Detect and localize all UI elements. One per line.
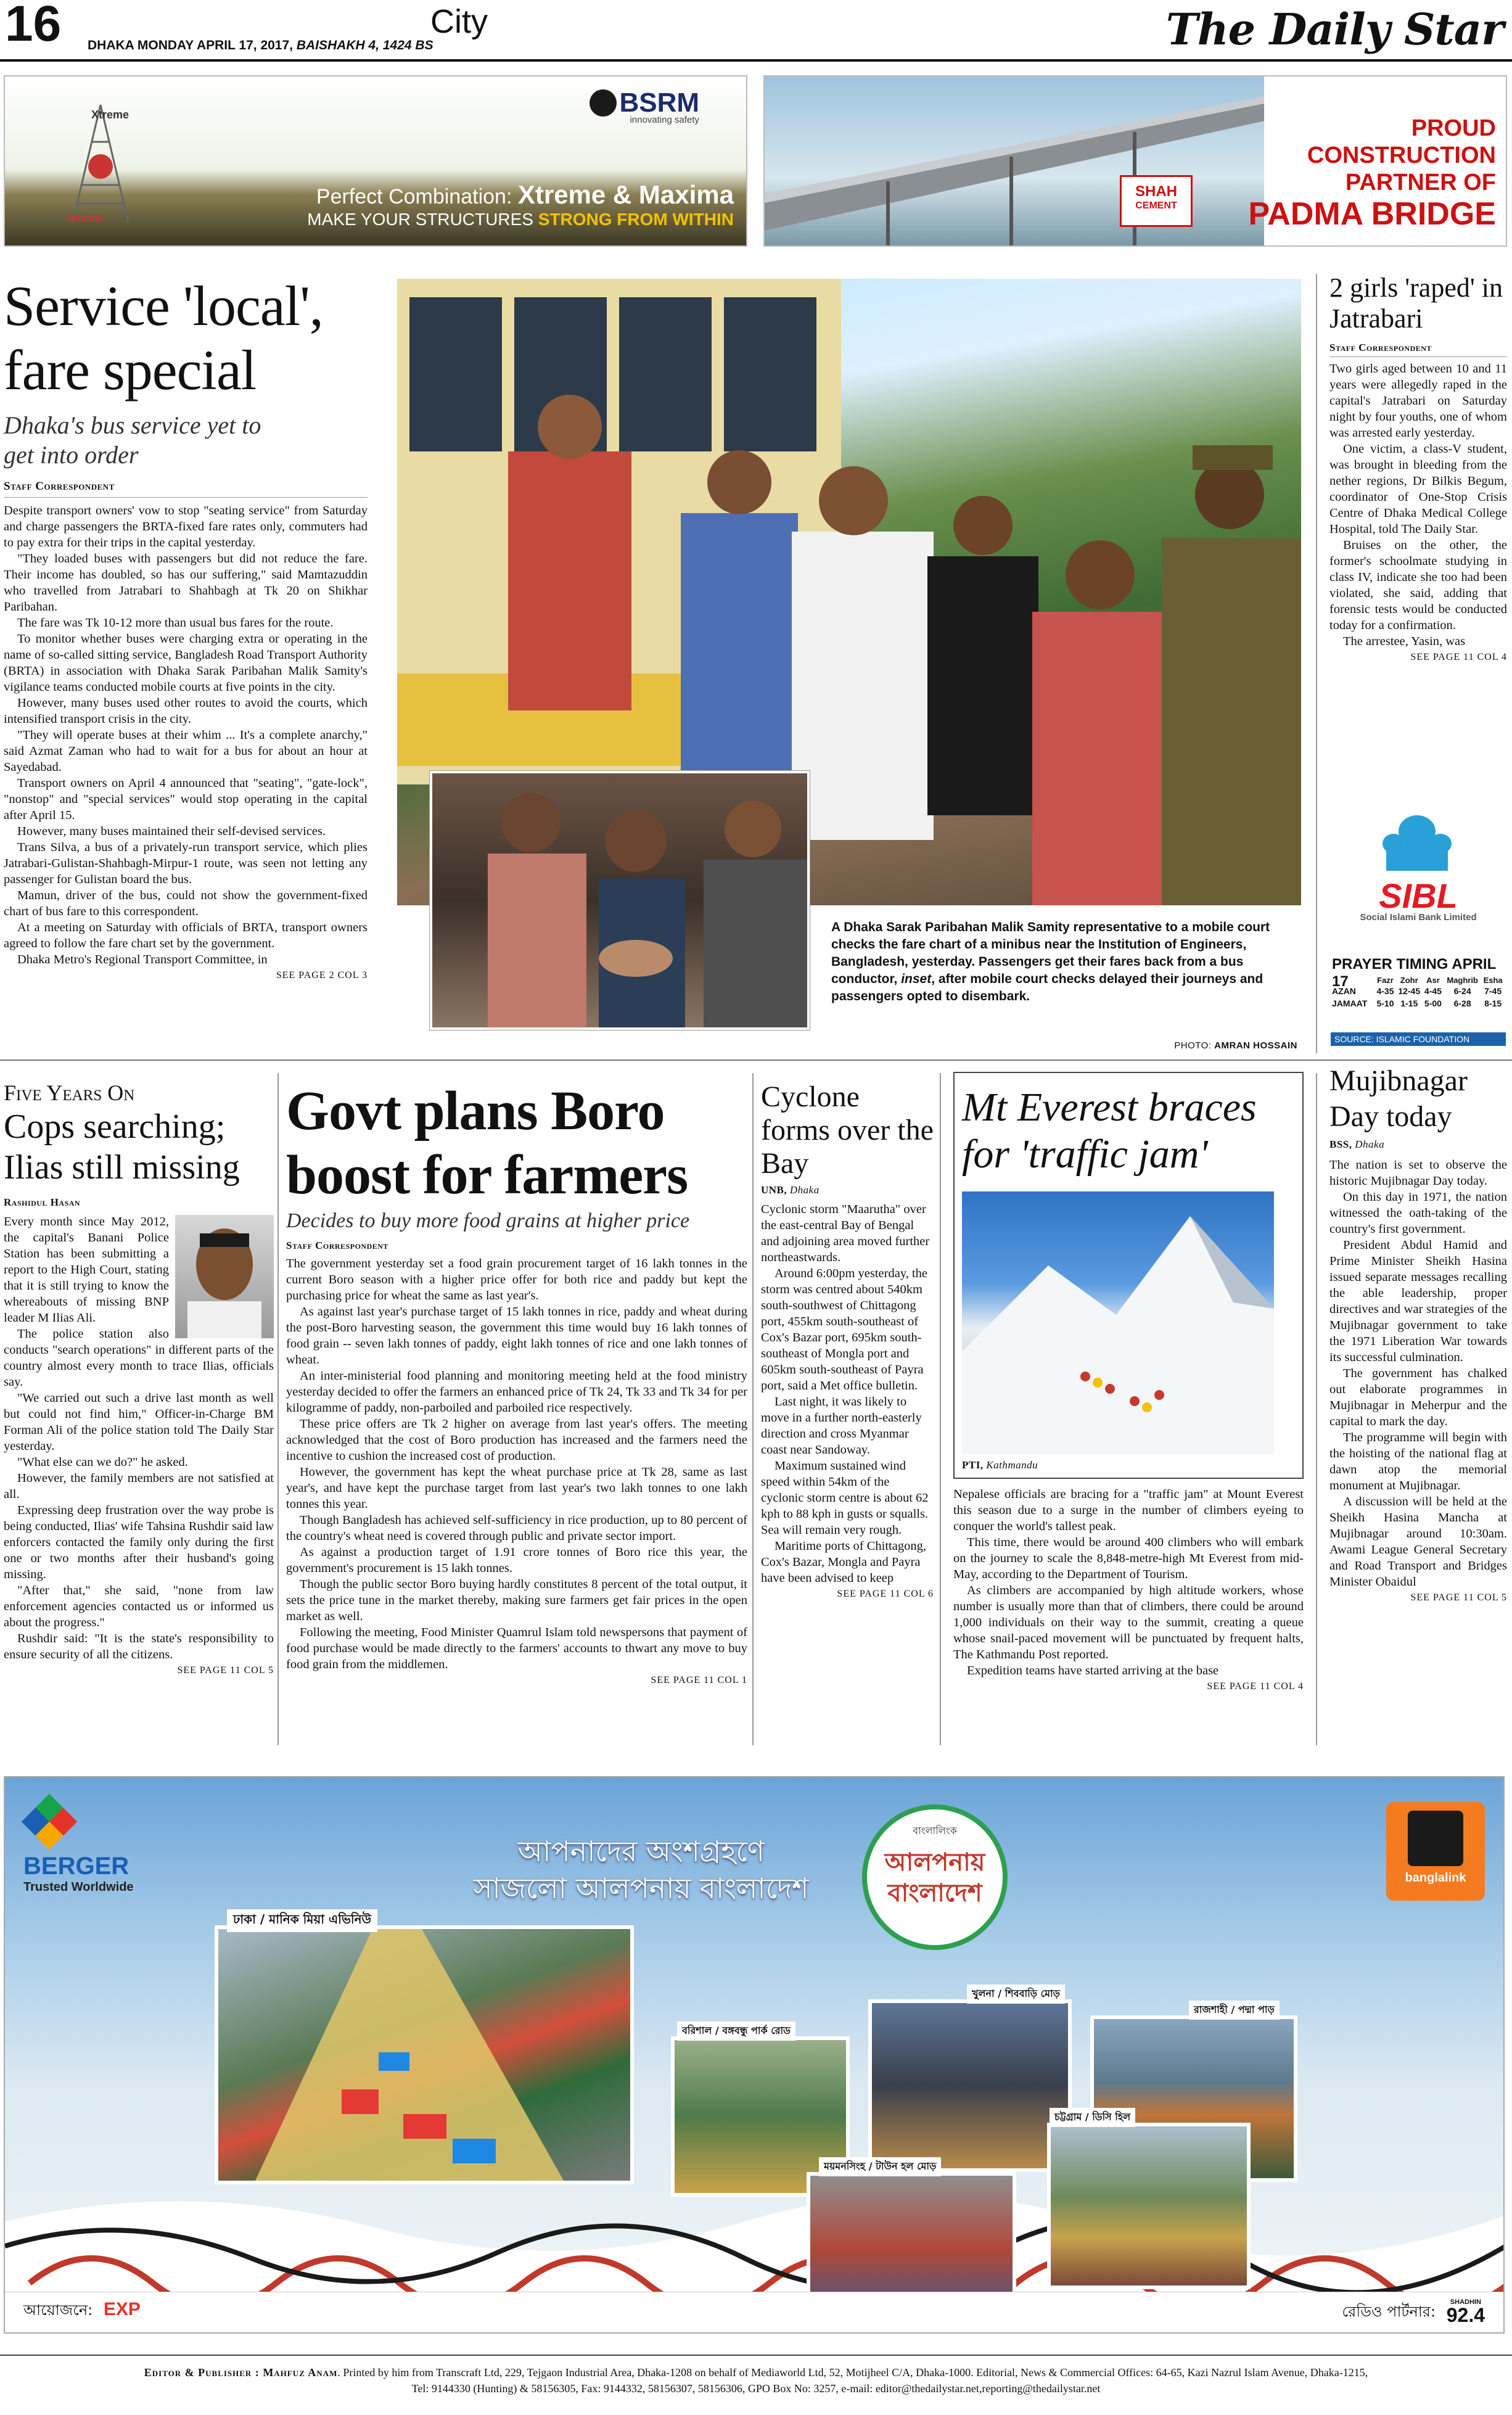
lead-body <box>4 503 368 968</box>
jatrabari-byline: Staff Correspondent <box>1329 342 1432 353</box>
paragraph: Though the public sector Boro buying hardly constitutes 8 percent of the total output, it sets the price tune in the market thereby, making sure farmers get fair prices in the open market as well. <box>286 1578 747 1623</box>
paragraph: As against a production target of 1.91 crore tonnes of Boro rice this year, the government's procurement is 15 lakh tonnes. <box>286 1545 747 1575</box>
chattogram-photo <box>1047 2123 1251 2289</box>
bsrm-logo: BSRM innovating safety <box>590 88 699 125</box>
boro-see-page: SEE PAGE 11 COL 1 <box>651 1675 747 1685</box>
prayer-cell: 7-45 <box>1484 986 1502 996</box>
prayer-header-cell: Zohr <box>1400 976 1418 985</box>
prayer-header-cell: Maghrib <box>1447 976 1478 985</box>
jatrabari-headline: 2 girls 'raped' in Jatrabari <box>1329 273 1503 334</box>
prayer-cell: 4-35 <box>1376 986 1394 996</box>
paragraph: Maritime ports of Chittagong, Cox's Bazar, Mongla and Payra have been advised to keep <box>761 1539 926 1585</box>
ilias-byline: Rashidul Hasan <box>4 1196 81 1208</box>
prayer-cell: 6-28 <box>1453 998 1471 1008</box>
paragraph: "They will operate buses at their whim ... It's a complete anarchy," said Azmat Zaman who had to wait for a bus for about an hour at Sayedabad. <box>4 728 368 774</box>
banglalink-logo: banglalink <box>1386 1802 1485 1901</box>
ilias-see-page: SEE PAGE 11 COL 5 <box>177 1665 274 1676</box>
col-rule-3 <box>752 1073 754 1745</box>
paragraph: The fare was Tk 10-12 more than usual bus fares for the route. <box>17 616 334 630</box>
col-rule-4 <box>940 1073 941 1745</box>
prayer-table <box>1332 976 1505 1010</box>
label-khulna: খুলনা / শিববাড়ি মোড় <box>967 1985 1065 2004</box>
cyclone-headline: Cyclone forms over the Bay <box>761 1080 934 1180</box>
ilias-portrait <box>175 1215 274 1338</box>
everest-photo <box>962 1191 1274 1454</box>
row-rule-1 <box>0 1059 1512 1061</box>
everest-headline-box <box>953 1072 1304 1479</box>
paragraph: However, the government has kept the wheat purchase price at Tk 28, same as last year's, and have kept the purchase target from last year's two lakh tonnes to one lakh tonnes this year. <box>286 1465 747 1511</box>
paragraph: Every month since May 2012, the capital's Banani Police Station has been submitting a report to the High Court, stating that it is still trying to know the whereabouts of missing BNP leader M Ilias Ali. <box>4 1215 169 1325</box>
paragraph: The police station also conducts "search operations" in different parts of the country almost every month to trace Ilias, officials say. <box>4 1327 274 1389</box>
paragraph: The arrestee, Yasin, was <box>1343 635 1466 648</box>
lead-photo-caption: A Dhaka Sarak Paribahan Malik Samity representative to a mobile court checks the fare chart of a minibus near the Institution of Engineers, Bangladesh, yesterday. Passengers get their fares back from a bus conductor, inset, after mobile court checks delayed their journeys and passengers opted to disembark. <box>831 920 1270 1003</box>
inset-photo <box>430 771 810 1030</box>
boro-story <box>286 1079 747 1686</box>
lead-subhead: Dhaka's bus service yet to get into order <box>4 411 261 469</box>
radio-partner: রেডিও পার্টনার: SHADHIN 92.4 <box>1342 2298 1485 2326</box>
xtreme-label: Xtreme <box>91 109 129 121</box>
lead-story <box>4 274 368 981</box>
paragraph: The programme will begin with the hoisting of the national flag at dawn atop the memorial monument at Mujibnagar. <box>1329 1431 1507 1492</box>
prayer-cell: 5-00 <box>1424 998 1442 1008</box>
prayer-cell: JAMAAT <box>1332 998 1368 1008</box>
mujibnagar-see-page: SEE PAGE 11 COL 5 <box>1410 1592 1507 1603</box>
col-rule-2 <box>277 1073 279 1745</box>
paragraph: "They loaded buses with passengers but did not reduce the fare. Their income has doubled, so has our suffering," said Mamtazuddin who travelled from Jatrabari to Shahbagh at Tk 20 on Shikhar Paribahan. <box>4 552 368 614</box>
mujibnagar-story <box>1329 1063 1507 1603</box>
paragraph: The government yesterday set a food grain procurement target of 16 lakh tonnes in the current Boro season with a higher price offer for both rice and paddy but kept the purchasing price for wheat the same as last year's. <box>286 1257 747 1302</box>
paragraph: Last night, it was likely to move in a further north-easterly direction and cross Myanmar coast near Sandoway. <box>761 1395 922 1457</box>
paragraph: Following the meeting, Food Minister Quamrul Islam told newspersons that payment of food purchase would be made directly to the farmers' accounts to thwart any move to buy food grain from the middlemen. <box>286 1626 747 1671</box>
bsrm-icon <box>590 89 617 117</box>
prayer-source: SOURCE: ISLAMIC FOUNDATION <box>1331 1032 1506 1046</box>
label-rajshahi: রাজশাহী / পদ্মা পাড় <box>1189 2001 1280 2020</box>
berger-logo: BERGER Trusted Worldwide <box>23 1802 134 1895</box>
sibl-ad <box>1329 802 1507 1051</box>
label-dhaka: ঢাকা / মানিক মিয়া এভিনিউ <box>227 1909 377 1932</box>
lead-headline: Service 'local', fare special <box>4 274 323 401</box>
prayer-cell: 4-45 <box>1424 986 1442 996</box>
paragraph: Expedition teams have started arriving at the base <box>967 1664 1219 1677</box>
paragraph: Mamun, driver of the bus, could not show the government-fixed chart of bus fare to this correspondent. <box>4 889 368 918</box>
mosque-icon <box>1380 807 1454 874</box>
paragraph: Expressing deep frustration over the way probe is being conducted, Ilias' wife Tahsina Rushdir said law enforcers contacted the family only during the first one or two months after their husband's going missing. <box>4 1504 274 1581</box>
section-title: City <box>430 3 488 40</box>
prayer-cell: 8-15 <box>1484 998 1502 1008</box>
paragraph: Around 6:00pm yesterday, the storm was centred about 540km south-southwest of Chittagong port, 455km south-southeast of Cox's Bazar port, 695km south-southeast of Mongla port and 605km south-southeast of Payra port, said a Met office bulletin. <box>761 1267 928 1393</box>
paragraph: "We carried out such a drive last month as well but could not find him," Officer-in-Charge BM Forman Ali of the police station told The Daily Star yesterday. <box>4 1391 274 1453</box>
prayer-header-cell <box>1332 976 1375 985</box>
lead-see-page: SEE PAGE 2 COL 3 <box>276 970 368 981</box>
label-chattogram: চট্টগ্রাম / ডিসি হিল <box>1050 2108 1135 2127</box>
ad-bottom-strip <box>5 2292 1505 2332</box>
prayer-row <box>1332 997 1505 1010</box>
mujibnagar-body <box>1329 1157 1507 1590</box>
paragraph: However, many buses used other routes to avoid the courts, which intensified transport crisis in the city. <box>4 696 368 726</box>
cyclone-see-page: SEE PAGE 11 COL 6 <box>837 1589 934 1599</box>
prayer-cell: 1-15 <box>1400 998 1418 1008</box>
ilias-headline: Cops searching; Ilias still missing <box>4 1108 240 1187</box>
col-rule-5 <box>1316 1073 1317 1745</box>
paragraph: Trans Silva, a bus of a privately-run transport service, which plies Jatrabari-Gulistan-Shahbagh-Mirpur-1 route, was seen not letting any passenger for Gulistan board the bus. <box>4 841 368 886</box>
everest-story <box>953 1072 1304 1692</box>
paragraph: Two girls aged between 10 and 11 years were allegedly raped in the capital's Jatrabari on Saturday night by four youths, one of whom was arrested early yesterday. <box>1329 362 1507 440</box>
boro-headline: Govt plans Boro boost for farmers <box>286 1080 688 1206</box>
prayer-header-cell: Esha <box>1483 976 1503 985</box>
prayer-row <box>1332 985 1505 997</box>
jatrabari-body <box>1329 361 1507 649</box>
paragraph: These price offers are Tk 2 higher on average from last year's offers. The meeting acknowledged that the cost of Boro production has increased and the farmers need the incentive to cushion the increased cost of production. <box>286 1417 747 1463</box>
everest-headline: Mt Everest braces for 'traffic jam' <box>962 1085 1257 1177</box>
paragraph: Despite transport owners' vow to stop "seating service" from Saturday and charge passengers the BRTA-fixed fare rates only, commuters had to pay extra for their trips in the capital yesterday. <box>4 504 368 549</box>
bsrm-ad <box>4 75 747 247</box>
lead-byline-rule <box>4 497 368 498</box>
prayer-cell: 5-10 <box>1376 998 1394 1008</box>
berger-icon <box>22 1794 78 1850</box>
bridge-graphic <box>765 76 1270 247</box>
jatrabari-story <box>1329 273 1507 663</box>
paragraph: Maximum sustained wind speed within 54km of the cyclonic storm centre is about 62 kph to 88 kph in gusts or squalls. Sea will remain very rough. <box>761 1459 929 1537</box>
paragraph: One victim, a class-V student, was brought in bleeding from the nether regions, Dr Bilkis Begum, coordinator of One-Stop Crisis Centre of Dhaka Medical College Hospital, told The Daily Star. <box>1329 442 1507 536</box>
berger-ad <box>4 1776 1505 2334</box>
paragraph: As against last year's purchase target of 15 lakh tonnes in rice, paddy and wheat during the post-Boro harvesting season, the government this time would buy 16 lakh tonnes of food grain -- seven lakh tonnes of paddy, eight lakh tonnes of rice and one lakh tonnes of wheat. <box>286 1305 747 1367</box>
paragraph: However, the family members are not satisfied at all. <box>4 1471 274 1501</box>
masthead-rule <box>0 59 1512 62</box>
organizer: আয়োজনে: EXP <box>23 2299 141 2319</box>
cyclone-body <box>761 1201 934 1586</box>
prayer-cell: 6-24 <box>1453 986 1471 996</box>
paragraph: President Abdul Hamid and Prime Minister Sheikh Hasina issued separate messages recalling the able leadership, proper directives and war strategies of the Mujibnagar government to take the 1971 Liberation War towards its successful culmination. <box>1329 1238 1507 1364</box>
paragraph: The government has chalked out elaborate programmes in Mujibnagar in Meherpur and the capital to mark the day. <box>1329 1367 1507 1428</box>
paragraph: As climbers are accompanied by high altitude workers, whose number is usually more than that of climbers, there could be around 1,000 individuals on their way to the summit, creating a queue whose snail-paced movement will be punctuated by frequent halts, The Kathmandu Post reported. <box>953 1584 1304 1661</box>
label-mymensingh: ময়মনসিংহ / টাউন হল মোড় <box>819 2157 941 2176</box>
label-barishal: বরিশাল / বঙ্গবন্ধু পার্ক রোড <box>677 2022 795 2041</box>
mujibnagar-headline: Mujibnagar Day today <box>1329 1064 1468 1133</box>
paragraph: Bruises on the other, the former's schoolmate studying in class IV, indicate she too had been violated, she said, adding that forensic tests would be conducted today for a confirmation. <box>1329 538 1507 632</box>
mujibnagar-byline: BSS, Dhaka <box>1329 1138 1385 1150</box>
paragraph: Transport owners on April 4 announced that "seating", "gate-lock", "nonstop" and "special services" would stop operating in the capital after April 15. <box>4 776 368 822</box>
alpona-emblem: বাংলালিংক আলপনায় বাংলাদেশ <box>862 1804 1008 1950</box>
prayer-header-row <box>1332 976 1505 985</box>
prayer-title: PRAYER TIMING APRIL 17 <box>1332 956 1496 990</box>
ilias-kicker: Five Years On <box>4 1080 135 1105</box>
page-number: 16 <box>5 0 62 52</box>
bsrm-slogan: Perfect Combination: Xtreme & Maxima MAKE YOUR STRUCTURES STRONG FROM WITHIN <box>307 180 734 229</box>
prayer-header-cell: Asr <box>1426 976 1440 985</box>
paper-logo: The Daily Star <box>1165 4 1503 55</box>
prayer-header-cell: Fazr <box>1377 976 1394 985</box>
lead-photo-caption-panel <box>825 905 1301 1053</box>
paragraph: However, many buses maintained their self-devised services. <box>17 825 326 838</box>
paragraph: On this day in 1971, the nation witnessed the oath-taking of the country's first government. <box>1329 1190 1507 1236</box>
khulna-photo <box>868 1999 1072 2172</box>
sibl-logo: SIBL Social Islami Bank Limited <box>1360 876 1477 923</box>
paragraph: Nepalese officials are bracing for a "traffic jam" at Mount Everest this season due to a surge in the number of climbers eyeing to conquer the world's tallest peak. <box>953 1487 1304 1533</box>
col-rule-right-top <box>1316 274 1317 1053</box>
dhaka-photo <box>215 1925 634 2184</box>
paragraph: An inter-ministerial food planning and monitoring meeting held at the food ministry yesterday decided to offer the farmers an enhanced price of Tk 24, Tk 33 and Tk 34 for per kilogramme of paddy, non-parboiled and parboiled rice respectively. <box>286 1369 747 1415</box>
jatrabari-see-page: SEE PAGE 11 COL 4 <box>1410 652 1507 662</box>
paragraph: This time, there would be around 400 climbers who will embark on the journey to scale the 8,848-metre-high Mt Everest from mid-May, according to the Department of Tourism. <box>953 1536 1304 1581</box>
berger-headline: আপনাদের অংশগ্রহণে সাজলো আলপনায় বাংলাদেশ <box>474 1835 809 1905</box>
cyclone-byline: UNB, Dhaka <box>761 1184 820 1196</box>
everest-byline: PTI, Kathmandu <box>962 1459 1038 1471</box>
everest-see-page: SEE PAGE 11 COL 4 <box>1207 1681 1304 1692</box>
cyclone-story <box>761 1080 934 1600</box>
boro-body <box>286 1256 747 1672</box>
lead-photo-credit: PHOTO: AMRAN HOSSAIN <box>1174 1040 1297 1051</box>
paragraph: At a meeting on Saturday with officials of BRTA, transport owners agreed to follow the fare chart set by the government. <box>4 921 368 950</box>
prayer-cell: AZAN <box>1332 986 1356 996</box>
paragraph: Rushdir said: "It is the state's responsibility to ensure security of all the citizens. <box>4 1632 274 1661</box>
ilias-story <box>4 1080 274 1676</box>
paragraph: Though Bangladesh has achieved self-sufficiency in rice production, up to 80 percent of the country's wheat need is covered through public and private sector import. <box>286 1513 747 1543</box>
boro-subhead: Decides to buy more food grains at higher price <box>286 1209 690 1232</box>
imprint: Editor & Publisher : Mahfuz Anam. Printed by him from Transcraft Ltd, 229, Tejgaon Industrial Area, Dhaka-1208 on behalf of Mediaworld Ltd, 52, Motijheel C/A, Dhaka-1000. Editorial, News & Commercial Offices: 64-65, Kazi Nazrul Islam Avenue, Dhaka-1215, Tel: 9144330 (Hunting) & 58156305, Fax: 9144332, 58156307, 58156306, GPO Box No: 3257, e-mail: editor@thedailystar.net,reporting@thedailystar.net <box>144 2366 1368 2395</box>
paragraph: "After that," she said, "none from law enforcement agencies contacted us or informed us about the progress." <box>4 1584 274 1629</box>
shah-badge: SHAH CEMENT <box>1120 175 1193 227</box>
paragraph: To monitor whether buses were charging extra or operating in the name of so-called sitting service, Bangladesh Road Transport Authority (BRTA) in association with Dhaka Sarak Paribahan Malik Samity's vigilance teams conducted mobile courts at five points in the city. <box>4 632 368 694</box>
paragraph: Dhaka Metro's Regional Transport Committee, in <box>17 953 268 966</box>
shah-cement-ad <box>763 75 1507 247</box>
prayer-cell: 12-45 <box>1398 986 1421 996</box>
dateline: DHAKA MONDAY APRIL 17, 2017, BAISHAKH 4, 1424 BS <box>88 38 433 52</box>
everest-body <box>953 1486 1304 1679</box>
shadhin-logo: SHADHIN 92.4 <box>1446 2298 1485 2326</box>
banglalink-icon <box>1408 1811 1463 1866</box>
footer-rule <box>0 2355 1512 2356</box>
paragraph: The nation is set to observe the historic Mujibnagar Day today. <box>1329 1158 1507 1188</box>
paragraph: "What else can we do?" he asked. <box>17 1455 188 1469</box>
paragraph: A discussion will be held at the Sheikh Hasina Mancha at Mujibnagar around 10:30am. Awami League General Secretary and Road Transport and Bridges Minister Obaidul <box>1329 1495 1507 1589</box>
shah-slogan: PROUD CONSTRUCTION PARTNER OF PADMA BRIDGE <box>1248 115 1496 232</box>
boro-byline: Staff Correspondent <box>286 1240 388 1251</box>
paragraph: Cyclonic storm "Maarutha" over the east-central Bay of Bengal and adjoining area moved further northeastwards. <box>761 1203 930 1264</box>
maxima-label: Maxima <box>67 213 103 224</box>
lead-byline: Staff Correspondent <box>4 480 115 493</box>
